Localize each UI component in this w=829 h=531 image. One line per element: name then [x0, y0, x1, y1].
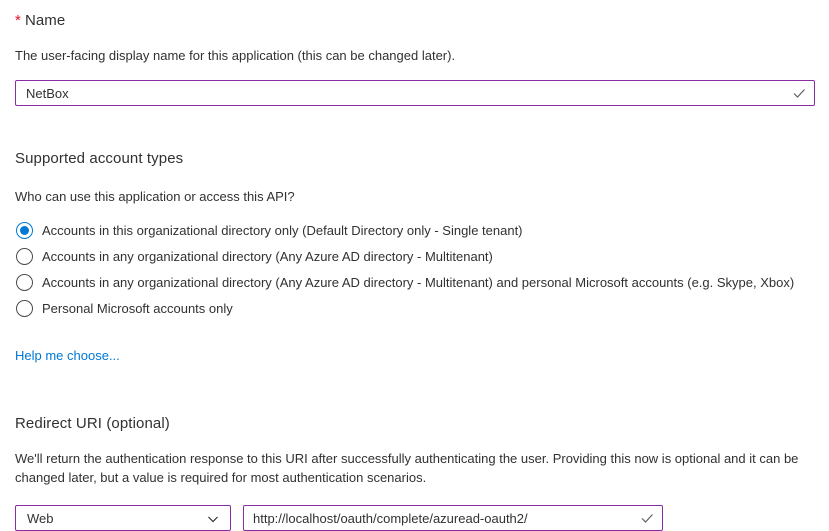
redirect-uri-title: Redirect URI (optional) [15, 415, 170, 432]
required-asterisk: * [15, 12, 21, 29]
account-types-question: Who can use this application or access this API? [15, 189, 295, 204]
redirect-uri-description: We'll return the authentication response to this URI after successfully authenticating the user. Providing this now is optional and it can be changed later, but a value is required for most authentication scenarios. [15, 451, 799, 485]
radio-option-label[interactable]: Accounts in this organizational directory only (Default Directory only - Single tenant) [42, 222, 523, 238]
platform-select-value: Web [27, 510, 54, 526]
name-section-title [15, 12, 815, 29]
redirect-uri-input-wrap [243, 505, 663, 531]
account-types-title: Supported account types [15, 150, 184, 167]
radio-option-label[interactable]: Accounts in any organizational directory (Any Azure AD directory - Multitenant) [42, 248, 493, 264]
name-input-wrap [15, 80, 815, 106]
name-description: The user-facing display name for this application (this can be changed later). [15, 48, 456, 63]
radio-option-multitenant-personal[interactable] [15, 269, 815, 295]
radio-option-single-tenant[interactable] [15, 217, 815, 243]
radio-option-label[interactable]: Accounts in any organizational directory (Any Azure AD directory - Multitenant) and personal Microsoft accounts (e.g. Skype, Xbox) [42, 274, 795, 290]
radio-icon[interactable] [16, 248, 33, 265]
radio-option-label[interactable]: Personal Microsoft accounts only [42, 300, 233, 316]
radio-icon[interactable] [16, 222, 33, 239]
chevron-down-icon [205, 511, 221, 527]
account-types-radio-group [15, 217, 815, 321]
help-me-choose-link[interactable]: Help me choose... [15, 348, 120, 363]
redirect-uri-input[interactable] [243, 505, 663, 531]
platform-select[interactable] [15, 505, 231, 531]
radio-icon[interactable] [16, 274, 33, 291]
radio-icon[interactable] [16, 300, 33, 317]
name-title-text: Name [24, 12, 66, 29]
name-input[interactable] [15, 80, 815, 106]
redirect-uri-controls [15, 505, 815, 531]
radio-option-personal-only[interactable] [15, 295, 815, 321]
radio-option-multitenant[interactable] [15, 243, 815, 269]
